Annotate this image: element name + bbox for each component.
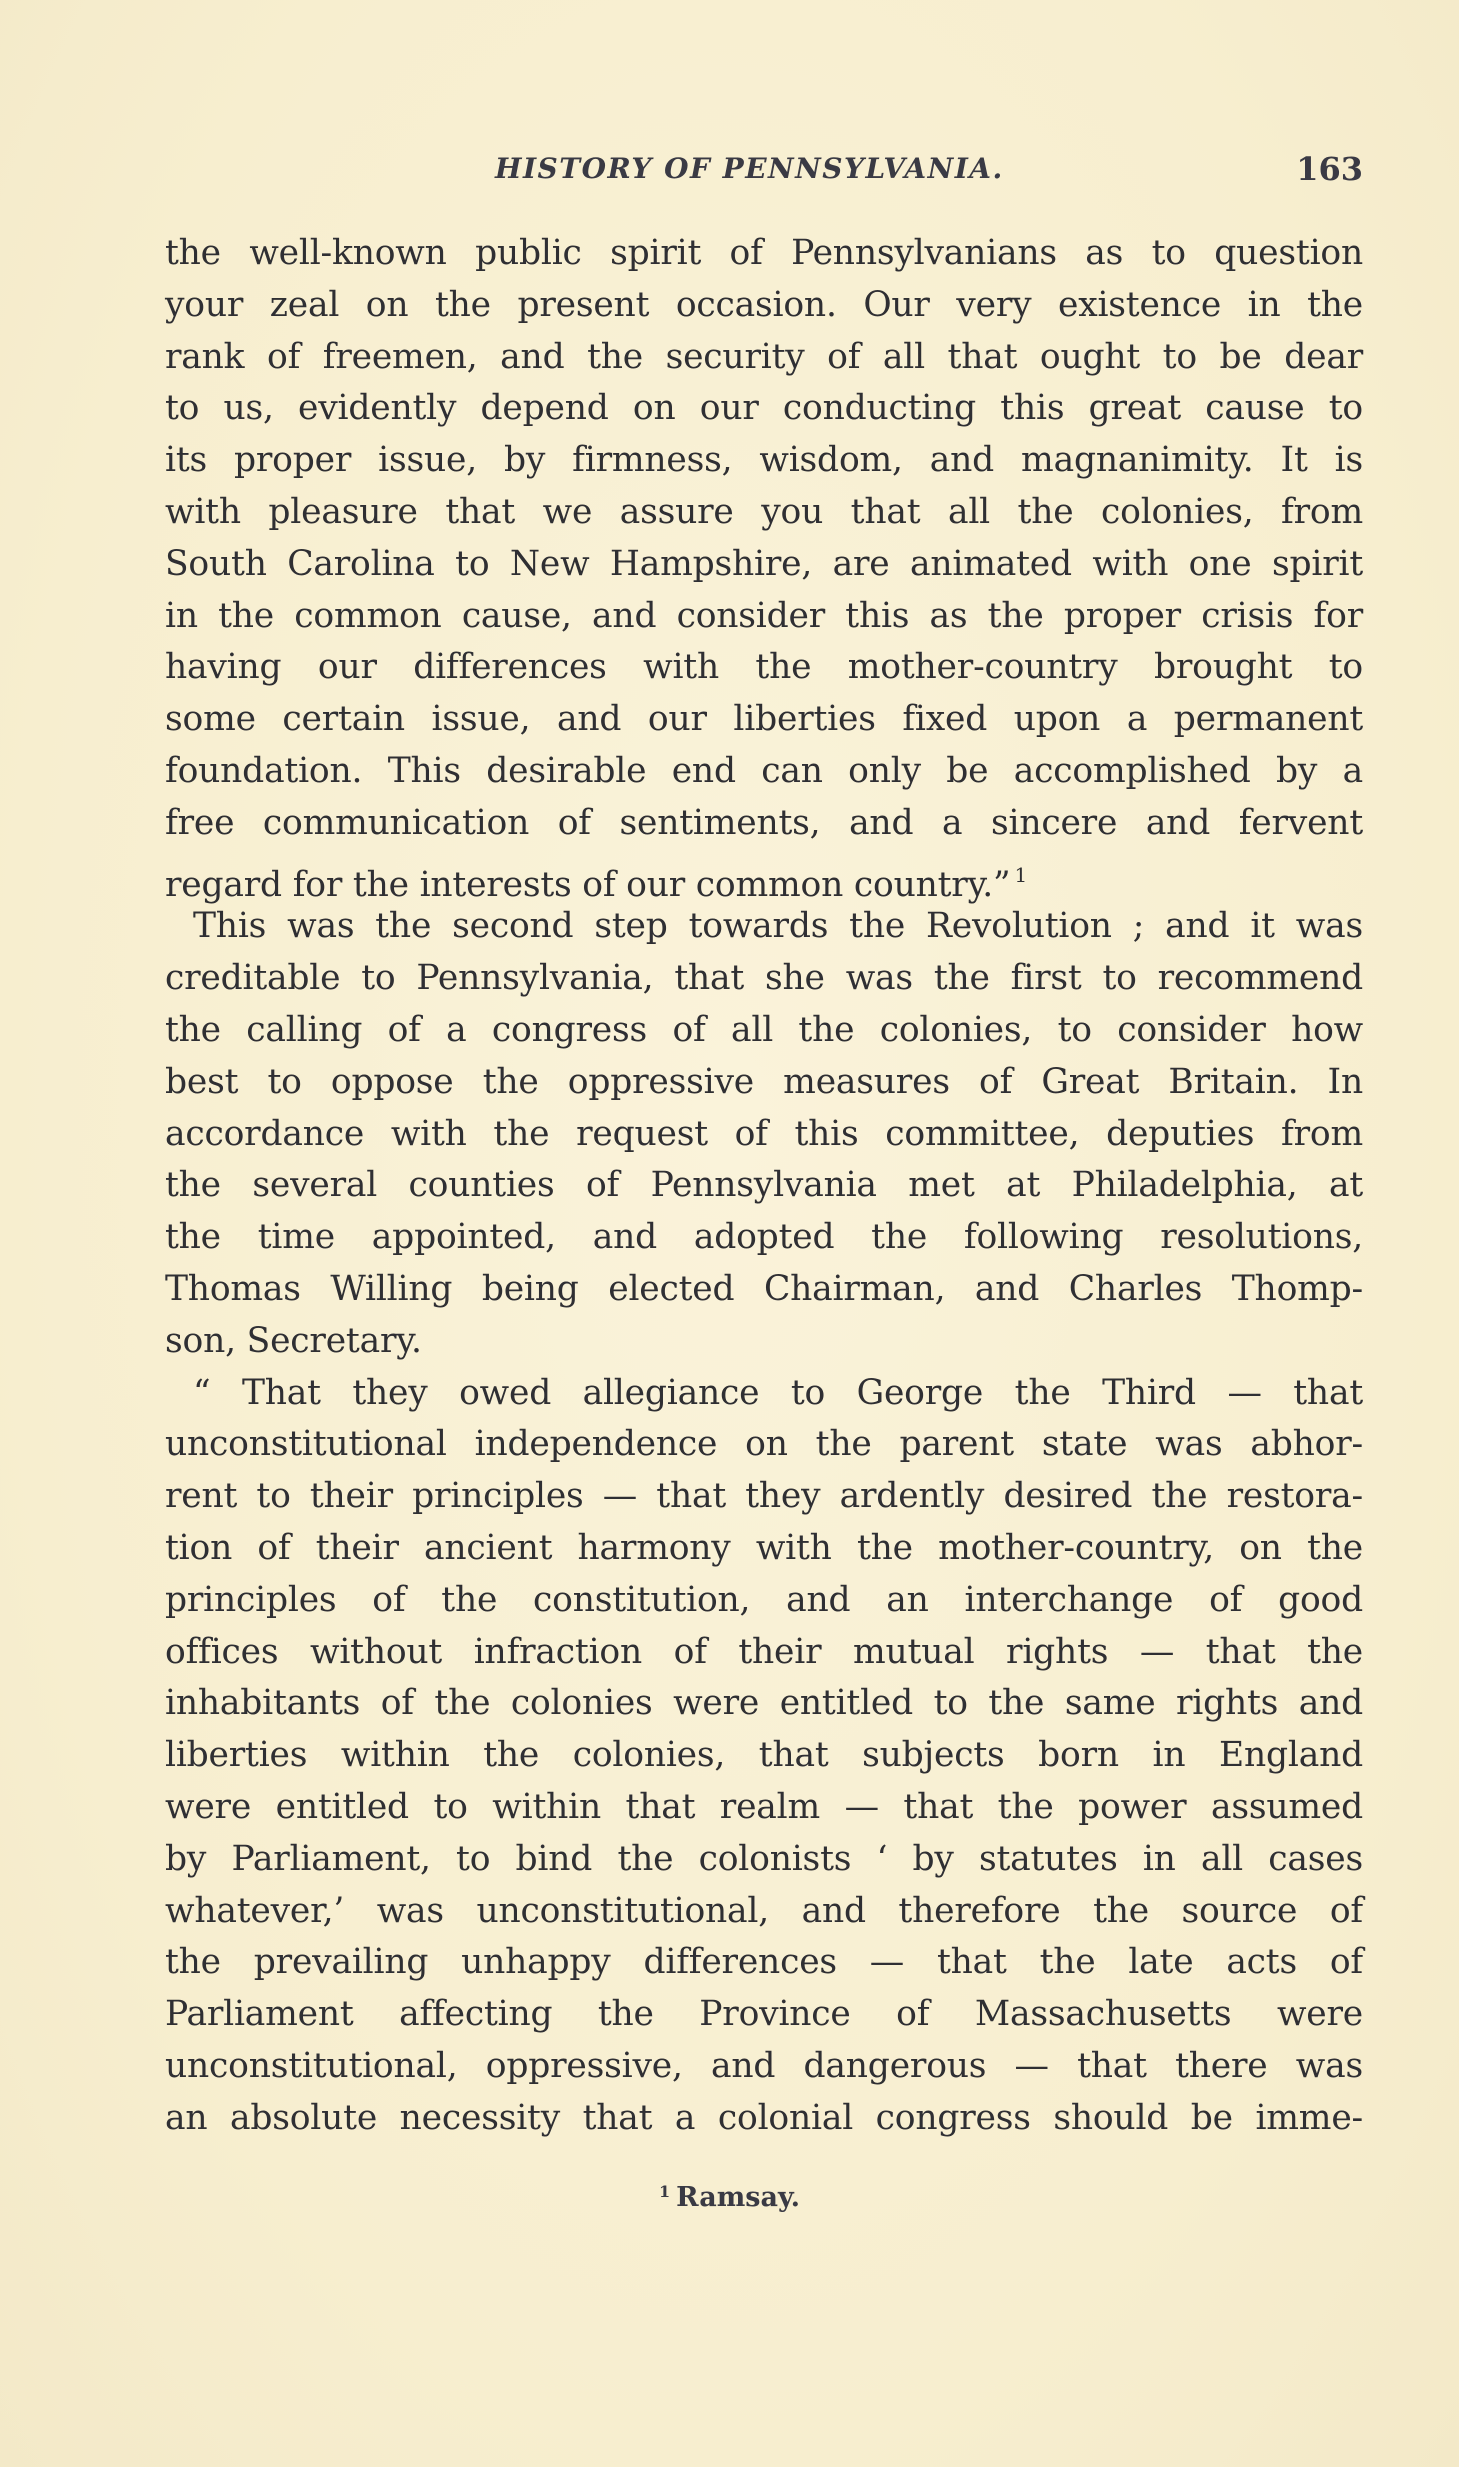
text-line: the time appointed, and adopted the following resolutions, bbox=[165, 1217, 1363, 1258]
text-line: tion of their ancient harmony with the mother-country, on the bbox=[165, 1527, 1363, 1568]
text-line: unconstitutional independence on the parent state was abhor- bbox=[165, 1424, 1363, 1465]
text-line-with-footnote bbox=[165, 850, 1363, 905]
text-line: were entitled to within that realm — that the power assumed bbox=[165, 1786, 1363, 1827]
paragraph-start: This was the second step towards the Revolution ; and it was bbox=[193, 906, 1363, 947]
body-text bbox=[165, 228, 1363, 2144]
paragraph-start: “ That they owed allegiance to George the Third — that bbox=[193, 1372, 1363, 1413]
text-line: by Parliament, to bind the colonists ‘ by statutes in all cases bbox=[165, 1838, 1363, 1879]
text-line: foundation. This desirable end can only be accomplished by a bbox=[165, 750, 1363, 791]
text-line: with pleasure that we assure you that all the colonies, from bbox=[165, 491, 1363, 532]
text-line: offices without infraction of their mutual rights — that the bbox=[165, 1631, 1363, 1672]
text-line: your zeal on the present occasion. Our very existence in the bbox=[165, 284, 1363, 325]
text-line: Parliament affecting the Province of Massachusetts were bbox=[165, 1994, 1363, 2035]
text-line: some certain issue, and our liberties fixed upon a permanent bbox=[165, 699, 1363, 740]
footnote-text: Ramsay. bbox=[676, 2182, 800, 2213]
text-line: unconstitutional, oppressive, and dangerous — that there was bbox=[165, 2045, 1363, 2086]
text-line: inhabitants of the colonies were entitled to the same rights and bbox=[165, 1683, 1363, 1724]
text-line: creditable to Pennsylvania, that she was the first to recommend bbox=[165, 958, 1363, 999]
text-line: the several counties of Pennsylvania met at Philadelphia, at bbox=[165, 1165, 1363, 1206]
text-line: son, Secretary. bbox=[165, 1320, 422, 1361]
text-line: rank of freemen, and the security of all that ought to be dear bbox=[165, 336, 1363, 377]
text-line: to us, evidently depend on our conducting this great cause to bbox=[165, 388, 1363, 429]
text-line: Thomas Willing being elected Chairman, and Charles Thomp- bbox=[165, 1268, 1363, 1309]
text-line: liberties within the colonies, that subjects born in England bbox=[165, 1735, 1363, 1776]
footnote-reference: 1 bbox=[1014, 862, 1028, 887]
text-line: having our differences with the mother-country brought to bbox=[165, 647, 1363, 688]
text-line: the prevailing unhappy differences — that the late acts of bbox=[165, 1942, 1363, 1983]
text-line: rent to their principles — that they ardently desired the restora- bbox=[165, 1476, 1363, 1517]
page-number: 163 bbox=[1296, 150, 1363, 188]
text-line: best to oppose the oppressive measures of Great Britain. In bbox=[165, 1061, 1363, 1102]
text-line: South Carolina to New Hampshire, are animated with one spirit bbox=[165, 543, 1363, 584]
text-line: principles of the constitution, and an interchange of good bbox=[165, 1579, 1363, 1620]
text-line: in the common cause, and consider this as the proper crisis for bbox=[165, 595, 1363, 636]
running-title: HISTORY OF PENNSYLVANIA. bbox=[495, 152, 1004, 185]
footnote bbox=[0, 2182, 1459, 2213]
text-line: free communication of sentiments, and a sincere and fervent bbox=[165, 802, 1363, 843]
text-line: whatever,’ was unconstitutional, and therefore the source of bbox=[165, 1890, 1363, 1931]
running-head bbox=[165, 152, 1363, 192]
text-line: regard for the interests of our common country.” bbox=[165, 864, 1011, 905]
text-line: accordance with the request of this committee, deputies from bbox=[165, 1113, 1363, 1154]
text-line: its proper issue, by firmness, wisdom, and magnanimity. It is bbox=[165, 440, 1363, 481]
text-line: the calling of a congress of all the colonies, to consider how bbox=[165, 1009, 1363, 1050]
text-line: the well-known public spirit of Pennsylvanians as to question bbox=[165, 233, 1363, 273]
text-line: an absolute necessity that a colonial congress should be imme- bbox=[165, 2097, 1363, 2138]
footnote-marker: 1 bbox=[659, 2182, 671, 2201]
